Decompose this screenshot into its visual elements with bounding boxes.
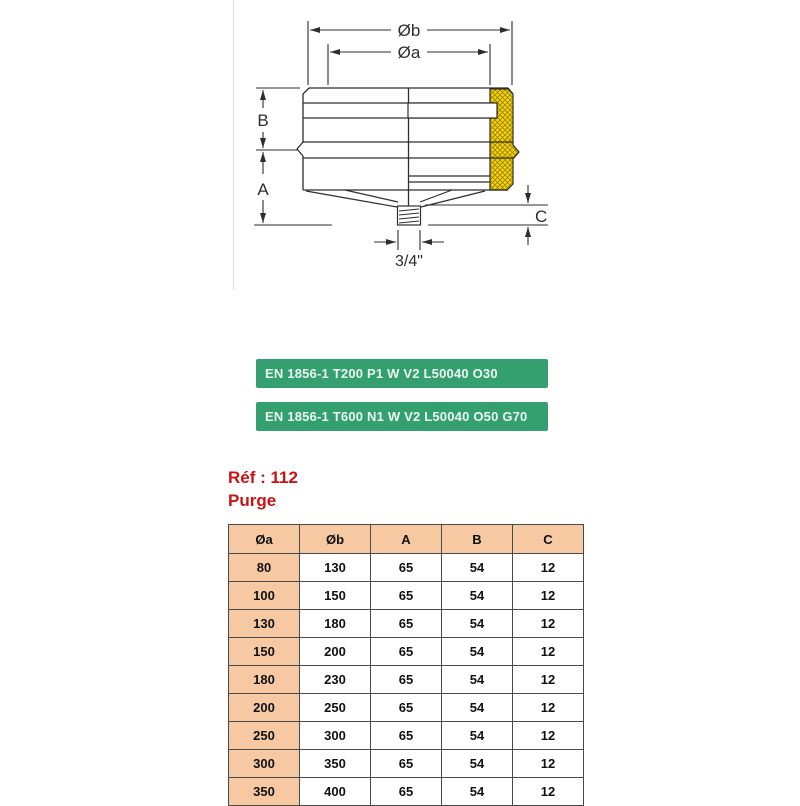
- cell-value: 54: [442, 694, 513, 722]
- product-reference-block: [228, 466, 298, 512]
- certification-banner-t600: EN 1856-1 T600 N1 W V2 L50040 O50 G70: [256, 402, 548, 431]
- table-row: [229, 610, 584, 638]
- cell-value: 130: [300, 554, 371, 582]
- table-row: [229, 694, 584, 722]
- dimension-drain-label: 3/4": [395, 253, 423, 270]
- cell-value: 12: [513, 778, 584, 806]
- table-row: [229, 778, 584, 806]
- cell-value: 230: [300, 666, 371, 694]
- cell-value: 65: [371, 582, 442, 610]
- column-header: B: [442, 525, 513, 554]
- dimension-oa-label: Øa: [397, 43, 421, 62]
- cell-oa: 250: [229, 722, 300, 750]
- table-row: [229, 638, 584, 666]
- column-header: Øb: [300, 525, 371, 554]
- column-header: A: [371, 525, 442, 554]
- cell-oa: 350: [229, 778, 300, 806]
- cell-value: 54: [442, 638, 513, 666]
- table-row: [229, 554, 584, 582]
- cell-value: 54: [442, 582, 513, 610]
- cell-value: 150: [300, 582, 371, 610]
- cell-value: 12: [513, 582, 584, 610]
- cell-oa: 80: [229, 554, 300, 582]
- certification-banner-t200: EN 1856-1 T200 P1 W V2 L50040 O30: [256, 359, 548, 388]
- cell-value: 12: [513, 694, 584, 722]
- technical-diagram: [0, 0, 800, 310]
- cell-value: 65: [371, 610, 442, 638]
- dimension-b-label: B: [257, 111, 269, 130]
- cell-value: 54: [442, 610, 513, 638]
- product-name: Purge: [228, 491, 277, 510]
- cell-value: 200: [300, 638, 371, 666]
- cell-value: 350: [300, 750, 371, 778]
- size-table: [228, 524, 584, 806]
- cell-oa: 180: [229, 666, 300, 694]
- cell-value: 65: [371, 666, 442, 694]
- dimension-ob-label: Øb: [397, 21, 421, 40]
- drain-nipple: [398, 206, 421, 225]
- cell-value: 12: [513, 610, 584, 638]
- cell-value: 300: [300, 722, 371, 750]
- cell-value: 65: [371, 638, 442, 666]
- cell-oa: 100: [229, 582, 300, 610]
- cell-oa: 200: [229, 694, 300, 722]
- cell-value: 65: [371, 722, 442, 750]
- cell-value: 65: [371, 778, 442, 806]
- column-header: C: [513, 525, 584, 554]
- table-row: [229, 666, 584, 694]
- table-row: [229, 582, 584, 610]
- dimension-c-label: C: [535, 207, 548, 226]
- column-header: Øa: [229, 525, 300, 554]
- cell-value: 54: [442, 666, 513, 694]
- cell-value: 400: [300, 778, 371, 806]
- table-row: [229, 722, 584, 750]
- cell-value: 54: [442, 778, 513, 806]
- inner-pipe-socket: [408, 103, 497, 118]
- cell-value: 54: [442, 750, 513, 778]
- size-table-head-row: [229, 525, 584, 554]
- cell-value: 12: [513, 638, 584, 666]
- cell-value: 54: [442, 554, 513, 582]
- cell-oa: 150: [229, 638, 300, 666]
- cell-value: 12: [513, 750, 584, 778]
- dimension-a-label: A: [257, 180, 269, 199]
- size-table-body: [229, 554, 584, 806]
- cell-value: 65: [371, 694, 442, 722]
- cell-value: 65: [371, 554, 442, 582]
- cell-oa: 300: [229, 750, 300, 778]
- cell-value: 12: [513, 554, 584, 582]
- product-reference: Réf : 112: [228, 468, 298, 487]
- cell-value: 65: [371, 750, 442, 778]
- dimension-c: [425, 185, 548, 245]
- cell-value: 54: [442, 722, 513, 750]
- cell-value: 12: [513, 666, 584, 694]
- cell-oa: 130: [229, 610, 300, 638]
- cell-value: 180: [300, 610, 371, 638]
- cell-value: 12: [513, 722, 584, 750]
- dimension-drain: [374, 230, 444, 250]
- table-row: [229, 750, 584, 778]
- cell-value: 250: [300, 694, 371, 722]
